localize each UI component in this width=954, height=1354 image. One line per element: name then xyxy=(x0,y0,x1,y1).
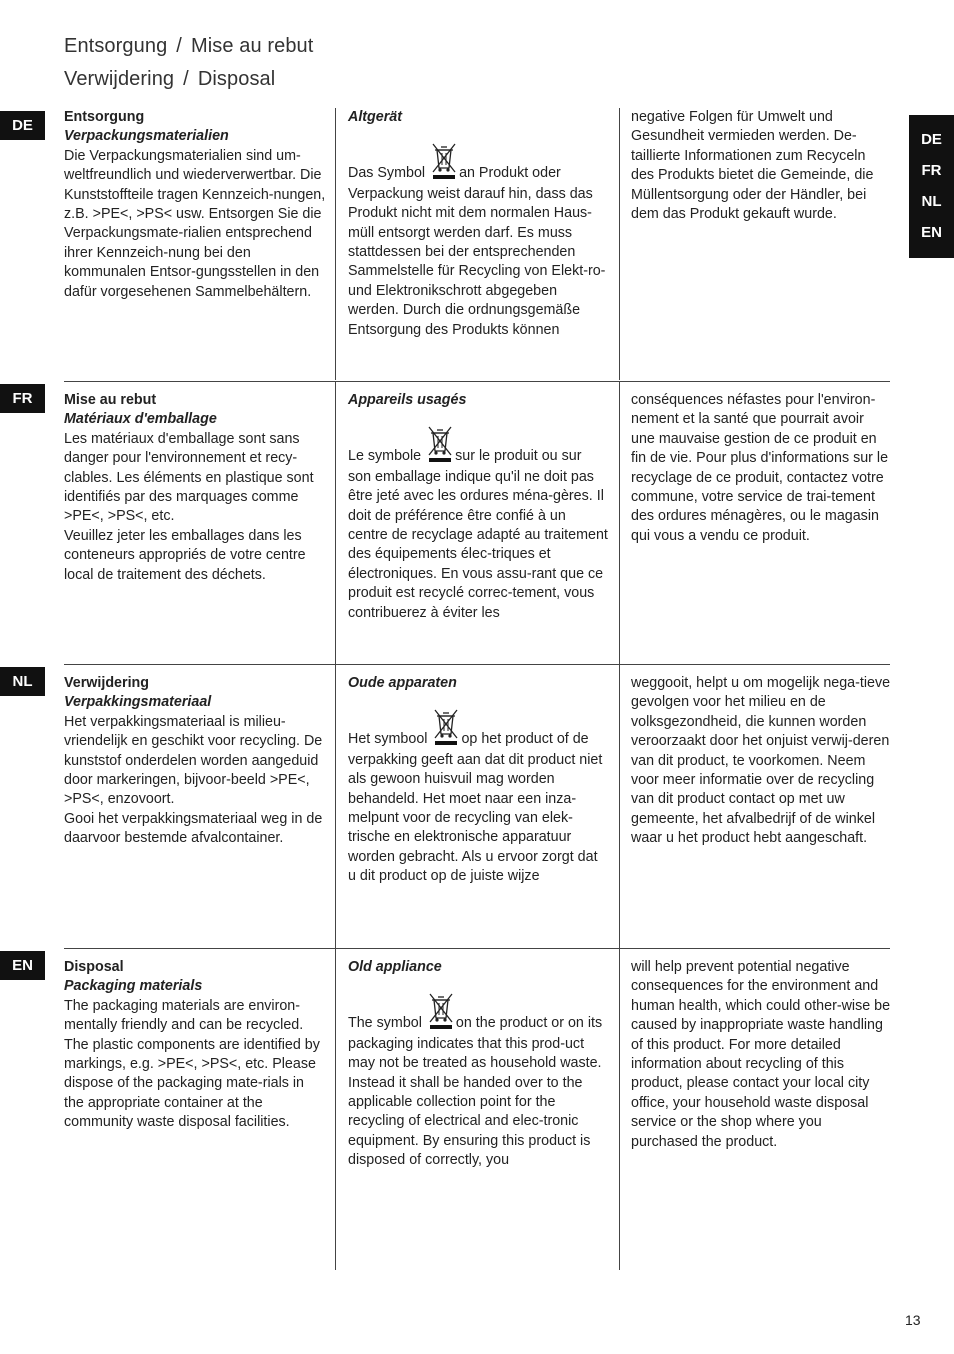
index-tab-nl: NL xyxy=(921,193,942,210)
language-index-tabs xyxy=(909,115,954,258)
symbol-intro: Het symbool xyxy=(348,730,428,747)
section-divider xyxy=(64,381,890,382)
old-appliance-text xyxy=(348,713,608,887)
old-appliance-column xyxy=(348,674,608,887)
recycling-info-text: negative Folgen für Umwelt und Gesundheit vermieden werden. De-taillierte Informationen zum Recyceln des Produkts bietet die Gemeinde, die Müllentsorgung oder der Händler, bei dem das Produkt gekauft wurde. xyxy=(631,109,874,223)
crossed-out-bin-icon xyxy=(427,991,455,1029)
symbol-explanation: op het product of de verpakking geeft aan dat dit product niet als gewoon huisvuil mag worden behandeld. Het moet naar een inza-melpunt voor de recycling van elek-trische en elektronische apparatuur worden gebracht. Als u ervoor zorgt dat u dit product op de juiste wijze xyxy=(348,730,603,885)
recycling-info-column xyxy=(631,674,891,849)
language-tab-nl: NL xyxy=(0,667,45,696)
packaging-subheading: Packaging materials xyxy=(64,978,203,995)
section-nl xyxy=(64,664,890,948)
packaging-column xyxy=(64,391,326,585)
old-appliance-text xyxy=(348,147,608,340)
title-verwijdering: Verwijdering xyxy=(64,68,175,90)
old-appliance-heading: Old appliance xyxy=(348,959,442,975)
column-divider xyxy=(619,381,620,664)
packaging-subheading: Matériaux d'emballage xyxy=(64,411,217,428)
recycling-info-column xyxy=(631,108,891,224)
packaging-text: Het verpakkingsmateriaal is milieu-vriendelijk en geschikt voor recycling. De kunststof onderdelen worden aangeduid door markeringen, bijvoor-beeld >PE<, >PS<, enzovoort. xyxy=(64,713,323,808)
recycling-info-text: weggooit, helpt u om mogelijk nega-tieve gevolgen voor het milieu en de volksgezondheid, die kunnen worden veroorzaakt door het onjuist verwij-deren van dit product, te voorkomen. Neem voor meer informatie over de recycling van dit product contact op met uw gemeente, het afvalbedrijf of de winkel waar u het product hebt aangeschaft. xyxy=(631,675,891,847)
old-appliance-column xyxy=(348,108,608,340)
symbol-explanation: sur le produit ou sur son emballage indique qu'il ne doit pas être jeté avec les ordures ména-gères. Il doit de préférence être confié à un centre de recyclage adapté au traitement des équipements élec-triques et électroniques. En vous assu-rant que ce produit est recyclé correc-tement, vous contribuerez à éviter les xyxy=(348,447,608,621)
section-fr xyxy=(64,381,890,664)
section-divider xyxy=(64,948,890,949)
title-entsorgung: Entsorgung xyxy=(64,35,168,57)
section-divider xyxy=(64,664,890,665)
packaging-column xyxy=(64,674,326,849)
old-appliance-column xyxy=(348,391,608,623)
recycling-info-column xyxy=(631,958,891,1152)
section-heading: Mise au rebut xyxy=(64,392,157,408)
page-number: 13 xyxy=(905,1312,921,1328)
packaging-text: The packaging materials are environ-mentally friendly and can be recycled. The plastic components are identified by markings, e.g. >PE<, >PS<, etc. Please dispose of the packaging mate-rials in the appropriate container at the community waste disposal facilities. xyxy=(64,997,320,1131)
column-divider xyxy=(335,948,336,1270)
title-disposal: Disposal xyxy=(197,68,276,90)
title-mise-au-rebut: Mise au rebut xyxy=(190,35,314,57)
section-heading: Verwijdering xyxy=(64,675,150,691)
language-tab-fr: FR xyxy=(0,384,45,413)
crossed-out-bin-icon xyxy=(426,424,454,462)
recycling-info-text: will help prevent potential negative consequences for the environment and human health, which could other-wise be caused by inappropriate waste handling of this product. For more detailed information about recycling of this product, please contact your local city office, your household waste disposal service or the shop where you purchased the product. xyxy=(631,959,891,1150)
index-tab-en: EN xyxy=(921,224,942,241)
old-appliance-text xyxy=(348,997,608,1171)
title-separator: / xyxy=(176,35,182,57)
old-appliance-column xyxy=(348,958,608,1171)
old-appliance-heading: Oude apparaten xyxy=(348,675,457,691)
column-divider xyxy=(335,108,336,380)
symbol-intro: Das Symbol xyxy=(348,164,426,181)
recycling-info-column xyxy=(631,391,891,546)
index-tab-de: DE xyxy=(921,131,942,148)
section-heading: Entsorgung xyxy=(64,109,145,125)
packaging-text-2: Veuillez jeter les emballages dans les conteneurs appropriés de votre centre local de traitement des déchets. xyxy=(64,527,306,583)
packaging-subheading: Verpackungsmaterialien xyxy=(64,128,229,145)
symbol-explanation: an Produkt oder Verpackung weist darauf hin, dass das Produkt nicht mit dem normalen Haus-müll entsorgt werden darf. Es muss stattdessen bei der entsprechenden Sammelstelle für Recycling von Elekt-ro- und Elektronikschrott abgegeben werden. Durch die ordnungsgemäße Entsorgung des Produkts können xyxy=(348,164,606,338)
column-divider xyxy=(619,948,620,1270)
language-tab-en: EN xyxy=(0,951,45,980)
packaging-text: Les matériaux d'emballage sont sans danger pour l'environnement et recy-clables. Les éléments en plastique sont identifiés par des marquages comme >PE<, >PS<, etc. xyxy=(64,430,314,525)
section-de xyxy=(64,108,890,380)
packaging-column xyxy=(64,108,326,302)
old-appliance-heading: Altgerät xyxy=(348,109,403,125)
language-tab-de: DE xyxy=(0,111,45,140)
page-title-line-2 xyxy=(64,68,275,91)
page-title-line-1 xyxy=(64,35,313,58)
old-appliance-text xyxy=(348,430,608,623)
column-divider xyxy=(619,108,620,380)
packaging-text: Die Verpackungsmaterialien sind um-weltfreundlich und wiederverwertbar. Die Kunststoffteile tragen Kennzeich-nungen, z.B. >PE<, >PS< usw. Entsorgen Sie die Verpackungsmate-rialien entsprechend ihrer Kennzeich-nung bei den kommunalen Entsor-gungsstellen in den dafür vorgesehenen Sammelbehältern. xyxy=(64,147,326,300)
packaging-subheading: Verpakkingsmateriaal xyxy=(64,694,212,711)
crossed-out-bin-icon xyxy=(430,141,458,179)
title-separator: / xyxy=(183,68,189,90)
column-divider xyxy=(619,664,620,948)
packaging-text-2: Gooi het verpakkingsmateriaal weg in de daarvoor bestemde afvalcontainer. xyxy=(64,810,323,847)
column-divider xyxy=(335,381,336,664)
recycling-info-text: conséquences néfastes pour l'environ-nement et la santé que pourrait avoir une mauvaise gestion de ce produit en fin de vie. Pour plus d'informations sur le recyclage de ce produit, contactez votre commune, votre service de trai-tement des ordures ménagères, ou le magasin qui vous a vendu ce produit. xyxy=(631,392,889,544)
column-divider xyxy=(335,664,336,948)
symbol-explanation: on the product or on its packaging indicates that this prod-uct may not be treated as household waste. Instead it shall be handed over to the applicable collection point for the recycling of electrical and elec-tronic equipment. By ensuring this product is disposed of correctly, you xyxy=(348,1014,603,1169)
crossed-out-bin-icon xyxy=(432,707,460,745)
section-heading: Disposal xyxy=(64,959,124,975)
old-appliance-heading: Appareils usagés xyxy=(348,392,467,408)
index-tab-fr: FR xyxy=(921,162,942,179)
symbol-intro: The symbol xyxy=(348,1014,422,1031)
section-en xyxy=(64,948,890,1270)
symbol-intro: Le symbole xyxy=(348,447,422,464)
packaging-column xyxy=(64,958,326,1133)
